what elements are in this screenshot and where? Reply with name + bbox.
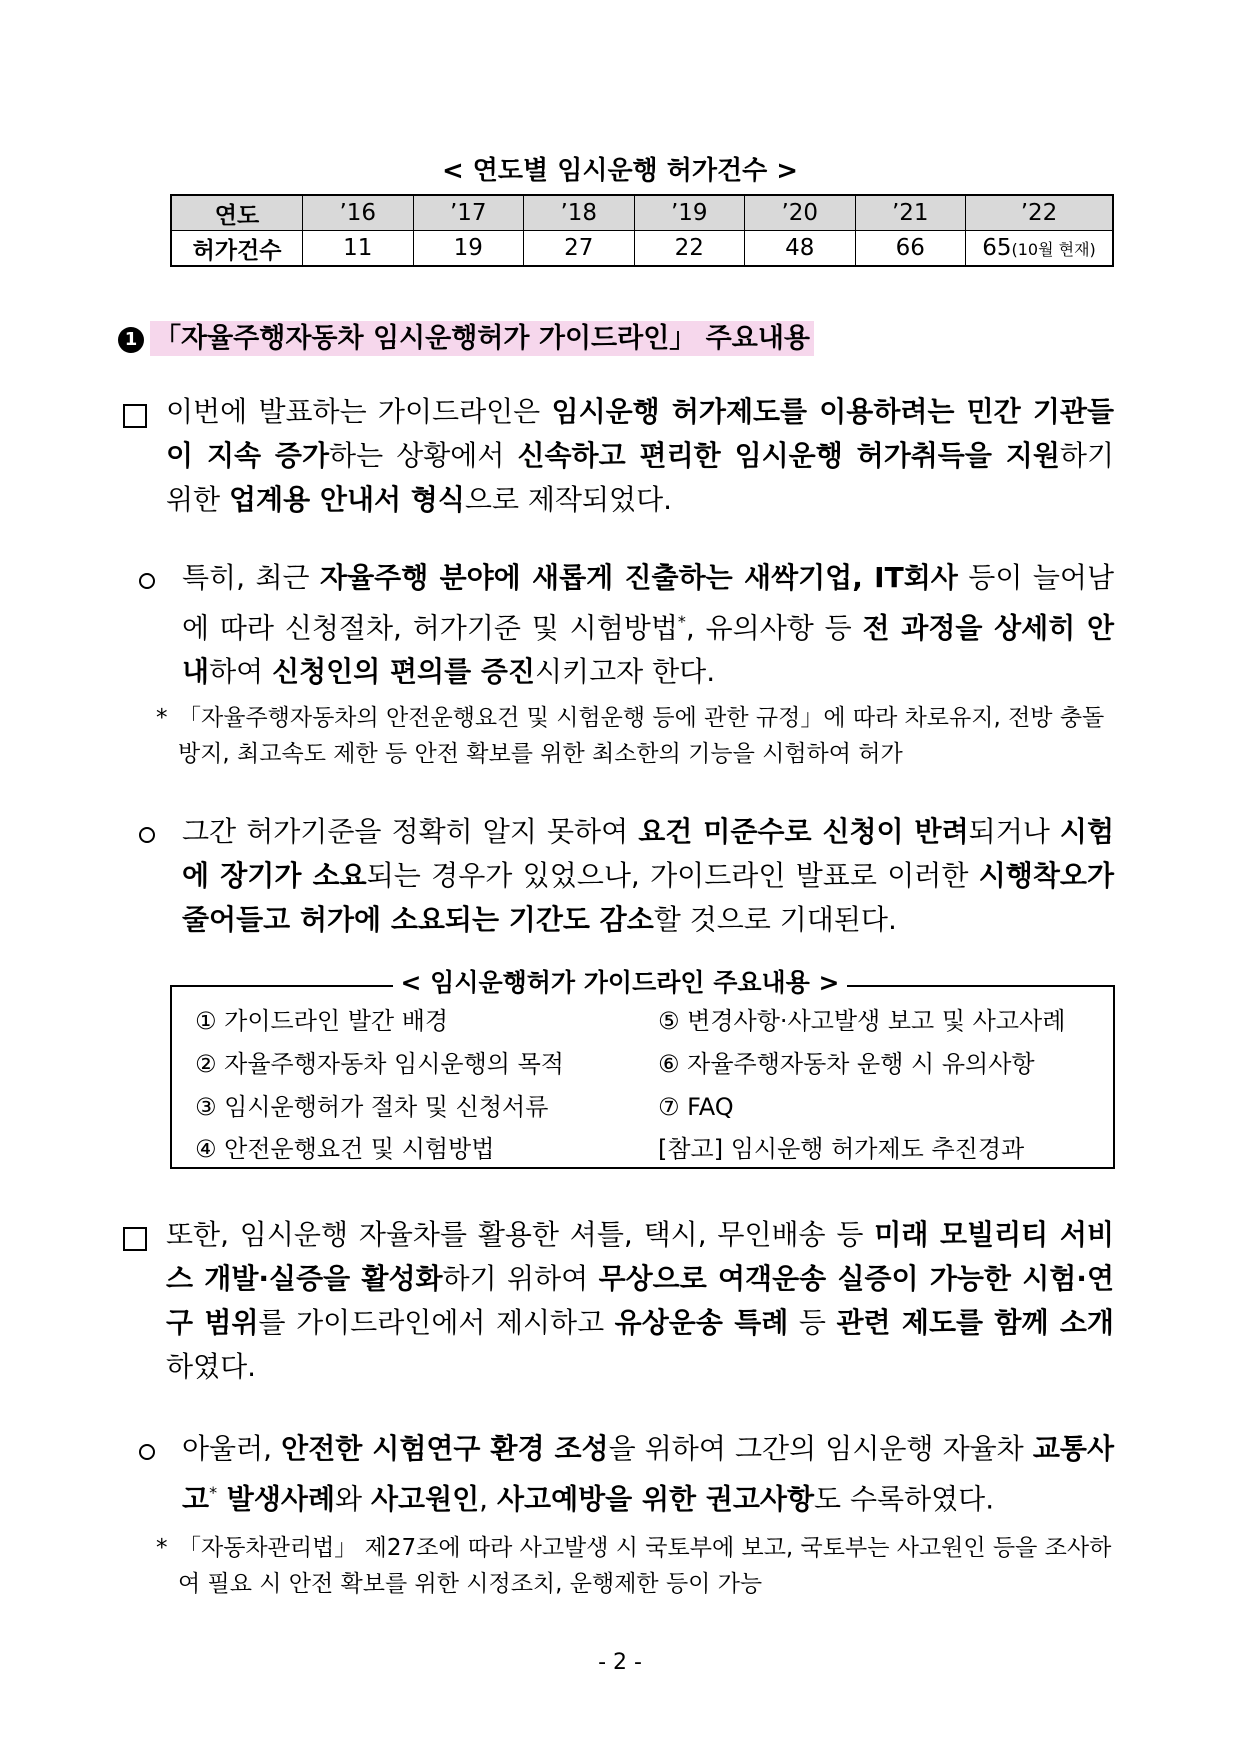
table-cell-value: 65 xyxy=(982,235,1012,261)
table-header-cell: ’18 xyxy=(524,195,635,231)
p2-bold: 전 과정을 상세히 안내 xyxy=(182,611,1114,689)
paragraph-2 xyxy=(182,556,1114,694)
p1-bold: 임시운행 허가제도를 이용하려는 민간 기관들이 지속 증가 xyxy=(166,395,1115,472)
footnote-marker: * xyxy=(677,612,686,631)
footnote-marker: * xyxy=(209,1483,218,1502)
footnote-2 xyxy=(156,1530,1114,1602)
p1-text: 하기 위한 xyxy=(166,439,1114,516)
p4-text: 하기 위하여 xyxy=(442,1262,599,1295)
footnote-1 xyxy=(156,700,1114,772)
table-header-cell: 연도 xyxy=(171,195,303,231)
paragraph-5 xyxy=(182,1427,1114,1521)
p3-text: 그간 허가기준을 정확히 알지 못하여 xyxy=(182,815,639,848)
p5-text: 와 xyxy=(335,1482,371,1516)
table-header-cell: ’22 xyxy=(966,195,1114,231)
footnote-text: 「자동차관리법」 제27조에 따라 사고발생 시 국토부에 보고, 국토부는 사고원인 등을 조사하여 필요 시 안전 확보를 위한 시정조치, 운행제한 등이 가능 xyxy=(178,1535,1112,1597)
p4-bold: 무상으로 여객운송 실증이 가능한 시험·연구 범위 xyxy=(166,1262,1114,1339)
circle-bullet-icon xyxy=(139,573,155,589)
list-item: ① 가이드라인 발간 배경 xyxy=(195,1007,449,1035)
p3-text: 할 것으로 기대된다. xyxy=(653,903,897,936)
table-row-label: 허가건수 xyxy=(171,231,303,267)
square-bullet-icon xyxy=(123,1227,147,1251)
p4-bold: 관련 제도를 함께 소개 xyxy=(836,1306,1114,1339)
table-header-cell: ’20 xyxy=(745,195,856,231)
circle-bullet-icon xyxy=(139,1444,155,1460)
p4-text: 하였다. xyxy=(166,1350,257,1383)
p2-bold: 자율주행 분야에 새롭게 진출하는 새싹기업, IT회사 xyxy=(320,561,958,594)
p5-text: 아울러, xyxy=(182,1432,282,1465)
p3-text: 되는 경우가 있었으나, 가이드라인 발표로 이러한 xyxy=(366,859,979,892)
p1-text: 으로 제작되었다. xyxy=(464,483,673,516)
page-number: - 2 - xyxy=(598,1650,642,1675)
footnote-star: * xyxy=(156,1535,168,1561)
p5-text: 을 위하여 그간의 임시운행 자율차 xyxy=(608,1432,1033,1465)
p2-text: , 유의사항 등 xyxy=(685,611,863,645)
p5-bold: 안전한 시험연구 환경 조성 xyxy=(281,1432,609,1465)
p4-text: 또한, 임시운행 자율차를 활용한 셔틀, 택시, 무인배송 등 xyxy=(166,1218,875,1251)
p5-bold: 사고원인 xyxy=(370,1482,480,1516)
list-item: [참고] 임시운행 허가제도 추진경과 xyxy=(658,1135,1025,1163)
footnote-text: 「자율주행자동차의 안전운행요건 및 시험운행 등에 관한 규정」에 따라 차로유지, 전방 충돌방지, 최고속도 제한 등 안전 확보를 위한 최소한의 기능을 시험하여 허가 xyxy=(178,705,1105,767)
p4-text: 를 가이드라인에서 제시하고 xyxy=(258,1306,615,1339)
footnote-star: * xyxy=(156,705,168,731)
p3-bold: 시행착오가 줄어들고 허가에 소요되는 기간도 감소 xyxy=(182,859,1114,936)
p1-text: 이번에 발표하는 가이드라인은 xyxy=(166,395,552,428)
p1-bold: 신속하고 편리한 임시운행 허가취득을 지원 xyxy=(517,439,1060,472)
p5-text: , xyxy=(479,1482,497,1516)
p1-bold: 업계용 안내서 형식 xyxy=(229,483,465,516)
table-header-cell: ’17 xyxy=(413,195,524,231)
table-header-cell: ’19 xyxy=(634,195,745,231)
table-header-row xyxy=(171,195,1113,231)
table-header-cell: ’16 xyxy=(303,195,414,231)
p2-text: 시키고자 한다. xyxy=(535,655,716,689)
p4-text: 등 xyxy=(788,1306,837,1339)
p2-text: 하여 xyxy=(209,655,273,689)
numbered-bullet-icon: 1 xyxy=(118,327,144,353)
table-cell: 66 xyxy=(855,231,966,267)
paragraph-1 xyxy=(166,390,1114,522)
paragraph-3 xyxy=(182,810,1114,942)
section-title: 「자율주행자동차 임시운행허가 가이드라인」 주요내용 xyxy=(150,321,814,356)
table-cell: 11 xyxy=(303,231,414,267)
p2-bold: 신청인의 편의를 증진 xyxy=(272,655,535,689)
p4-bold: 유상운송 특례 xyxy=(614,1306,789,1339)
list-item: ⑥ 자율주행자동차 운행 시 유의사항 xyxy=(658,1050,1035,1078)
square-bullet-icon xyxy=(123,404,147,428)
list-item: ③ 임시운행허가 절차 및 신청서류 xyxy=(195,1093,549,1121)
section-heading xyxy=(118,316,814,355)
p2-text: 등이 늘어남에 따라 신청절차, 허가기준 및 시험방법 xyxy=(182,561,1114,645)
p5-bold: 발생사례 xyxy=(217,1482,336,1516)
table-cell: 27 xyxy=(524,231,635,267)
p1-text: 하는 상황에서 xyxy=(329,439,518,472)
paragraph-4 xyxy=(166,1213,1114,1389)
p3-text: 되거나 xyxy=(968,815,1060,848)
p4-bold: 미래 모빌리티 서비스 개발·실증을 활성화 xyxy=(166,1218,1114,1295)
guideline-contents-title xyxy=(0,963,1240,999)
table-header-cell: ’21 xyxy=(855,195,966,231)
table-title: < 연도별 임시운행 허가건수 > xyxy=(441,156,799,186)
p5-bold: 사고예방을 위한 권고사항 xyxy=(496,1482,815,1516)
p2-text: 특히, 최근 xyxy=(182,561,321,594)
circle-bullet-icon xyxy=(139,827,155,843)
guideline-contents-title-text: < 임시운행허가 가이드라인 주요내용 > xyxy=(393,968,848,997)
list-item: ⑦ FAQ xyxy=(658,1093,734,1121)
table-cell-note: (10월 현재) xyxy=(1011,240,1096,259)
permit-count-table xyxy=(170,194,1114,267)
p3-bold: 시험에 장기가 소요 xyxy=(182,815,1114,892)
table-cell: 48 xyxy=(745,231,856,267)
p5-text: 도 수록하였다. xyxy=(814,1482,995,1516)
table-row xyxy=(171,231,1113,267)
table-cell-last xyxy=(966,231,1114,267)
p5-bold: 교통사고 xyxy=(182,1432,1114,1516)
list-item: ⑤ 변경사항·사고발생 보고 및 사고사례 xyxy=(658,1007,1066,1035)
table-cell: 22 xyxy=(634,231,745,267)
list-item: ④ 안전운행요건 및 시험방법 xyxy=(195,1135,495,1163)
list-item: ② 자율주행자동차 임시운행의 목적 xyxy=(195,1050,564,1078)
p3-bold: 요건 미준수로 신청이 반려 xyxy=(638,815,969,848)
table-cell: 19 xyxy=(413,231,524,267)
